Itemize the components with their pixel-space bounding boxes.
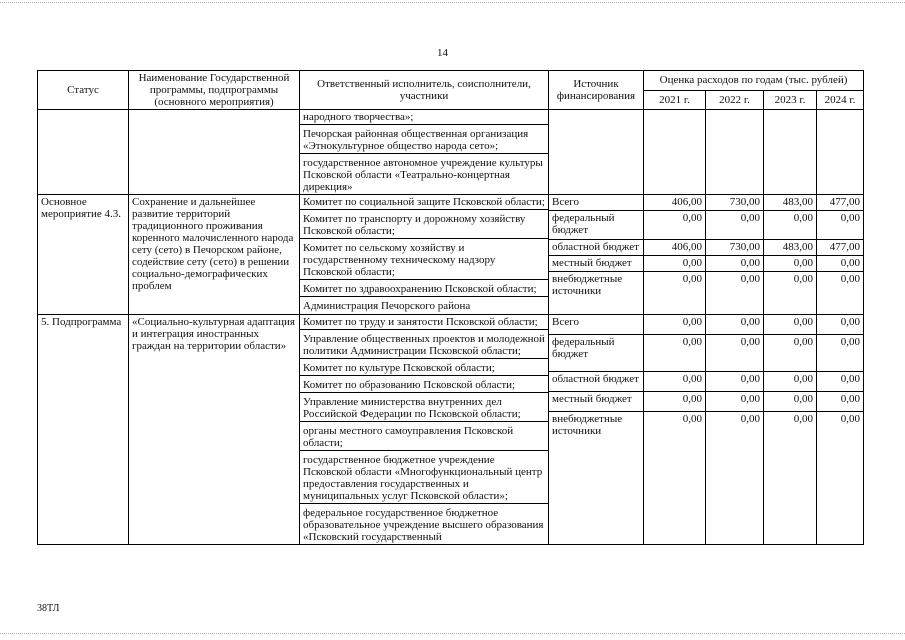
row2-value: 0,00 <box>644 315 706 335</box>
page-number: 14 <box>437 47 448 59</box>
row1-value: 477,00 <box>817 239 864 255</box>
row1-executor-4: Администрация Печорского района <box>303 300 471 312</box>
cont-executor-2: государственное автономное учреждение культуры Псковской области «Театрально-концертная дирекция» <box>303 157 543 193</box>
row2-source-4: внебюджетные источники <box>549 412 644 545</box>
row1-value: 730,00 <box>706 195 764 211</box>
cont-name <box>129 110 300 195</box>
row1-value: 0,00 <box>706 255 764 271</box>
row2-source-1: федеральный бюджет <box>549 335 644 371</box>
row1-status: Основное мероприятие 4.3. <box>38 195 129 315</box>
cont-status <box>38 110 129 195</box>
header-year-2021: 2021 г. <box>644 90 706 110</box>
row1-value: 0,00 <box>644 211 706 240</box>
row1-executor-3: Комитет по здравоохранению Псковской области; <box>300 283 548 297</box>
row1-source-1: федеральный бюджет <box>549 211 644 240</box>
row2-value: 0,00 <box>644 412 706 545</box>
row2-executor-5: органы местного самоуправления Псковской области; <box>300 425 548 451</box>
row1-value: 483,00 <box>764 195 817 211</box>
table-row-subprogram-5 <box>38 315 864 335</box>
row1-value: 483,00 <box>764 239 817 255</box>
row2-source-0: Всего <box>549 315 644 335</box>
row2-value: 0,00 <box>764 391 817 411</box>
cont-executor-0: народного творчества»; <box>300 111 548 125</box>
row2-executor-6: государственное бюджетное учреждение Псковской области «Многофункциональный центр предоставления государственных и муниципальных услуг Псковской области»; <box>300 454 548 504</box>
row1-source-4: внебюджетные источники <box>549 272 644 315</box>
row2-executor-7: федеральное государственное бюджетное образовательное учреждение высшего образования «Псковский государственный <box>303 507 544 543</box>
row2-executor-4: Управление министерства внутренних дел Российской Федерации по Псковской области; <box>300 396 548 422</box>
row2-value: 0,00 <box>706 315 764 335</box>
row1-source-2: областной бюджет <box>549 239 644 255</box>
row1-value: 406,00 <box>644 195 706 211</box>
row1-value: 0,00 <box>706 272 764 315</box>
row1-value: 0,00 <box>706 211 764 240</box>
table-row-continuation <box>38 110 864 195</box>
row1-executor-2: Комитет по сельскому хозяйству и государственному техническому надзору Псковской области; <box>300 242 548 280</box>
budget-table <box>37 70 864 545</box>
row1-value: 730,00 <box>706 239 764 255</box>
row2-executor-2: Комитет по культуре Псковской области; <box>300 362 548 376</box>
row2-source-3: местный бюджет <box>549 391 644 411</box>
row2-value: 0,00 <box>817 412 864 545</box>
row1-value: 0,00 <box>644 272 706 315</box>
table-row-measure-4-3 <box>38 195 864 211</box>
row2-source-2: областной бюджет <box>549 371 644 391</box>
row2-value: 0,00 <box>764 335 817 371</box>
row1-value: 0,00 <box>817 255 864 271</box>
row2-value: 0,00 <box>706 412 764 545</box>
cont-executor-1: Печорская районная общественная организация «Этнокультурное общество народа сето»; <box>300 128 548 154</box>
row2-executor-0: Комитет по труду и занятости Псковской области; <box>300 316 548 330</box>
scan-top-edge <box>0 2 905 3</box>
row2-status: 5. Подпрограмма <box>38 315 129 545</box>
row2-executor-1: Управление общественных проектов и молодежной политики Администрации Псковской области; <box>300 333 548 359</box>
row1-executor-0: Комитет по социальной защите Псковской области; <box>300 196 548 210</box>
header-year-2023: 2023 г. <box>764 90 817 110</box>
row2-value: 0,00 <box>817 335 864 371</box>
footer-code: 38ТЛ <box>37 603 60 614</box>
scan-bottom-edge <box>0 633 905 634</box>
row1-value: 0,00 <box>764 255 817 271</box>
row2-name: «Социально-культурная адаптация и интеграция иностранных граждан на территории области» <box>129 315 300 545</box>
row1-value: 0,00 <box>644 255 706 271</box>
row1-value: 406,00 <box>644 239 706 255</box>
row2-value: 0,00 <box>764 412 817 545</box>
header-name: Наименование Государственной программы, подпрограммы (основного мероприятия) <box>129 71 300 110</box>
row1-value: 0,00 <box>817 211 864 240</box>
row2-value: 0,00 <box>706 391 764 411</box>
header-status: Статус <box>38 71 129 110</box>
header-source: Источник финансирования <box>549 71 644 110</box>
row2-value: 0,00 <box>764 315 817 335</box>
row2-value: 0,00 <box>644 371 706 391</box>
row1-value: 0,00 <box>764 272 817 315</box>
row1-executor-1: Комитет по транспорту и дорожному хозяйству Псковской области; <box>300 213 548 239</box>
row1-name: Сохранение и дальнейшее развитие территорий традиционного проживания коренного малочисленного народа сету (сето) в Печорском районе, содействие сету (сето) в решении социально-демографических проблем <box>129 195 300 315</box>
header-executor: Ответственный исполнитель, соисполнители, участники <box>300 71 549 110</box>
row2-value: 0,00 <box>644 335 706 371</box>
row1-source-3: местный бюджет <box>549 255 644 271</box>
row2-value: 0,00 <box>706 335 764 371</box>
row1-executors <box>300 195 549 315</box>
row2-value: 0,00 <box>764 371 817 391</box>
row2-value: 0,00 <box>706 371 764 391</box>
row2-value: 0,00 <box>817 371 864 391</box>
row1-value: 477,00 <box>817 195 864 211</box>
row1-value: 0,00 <box>764 211 817 240</box>
row2-value: 0,00 <box>817 391 864 411</box>
header-year-2024: 2024 г. <box>817 90 864 110</box>
header-year-2022: 2022 г. <box>706 90 764 110</box>
row2-executor-3: Комитет по образованию Псковской области; <box>300 379 548 393</box>
row1-source-0: Всего <box>549 195 644 211</box>
cont-executors <box>300 110 549 195</box>
row2-executors <box>300 315 549 545</box>
row2-value: 0,00 <box>817 315 864 335</box>
header-estimate: Оценка расходов по годам (тыс. рублей) <box>644 71 864 91</box>
row1-value: 0,00 <box>817 272 864 315</box>
row2-value: 0,00 <box>644 391 706 411</box>
